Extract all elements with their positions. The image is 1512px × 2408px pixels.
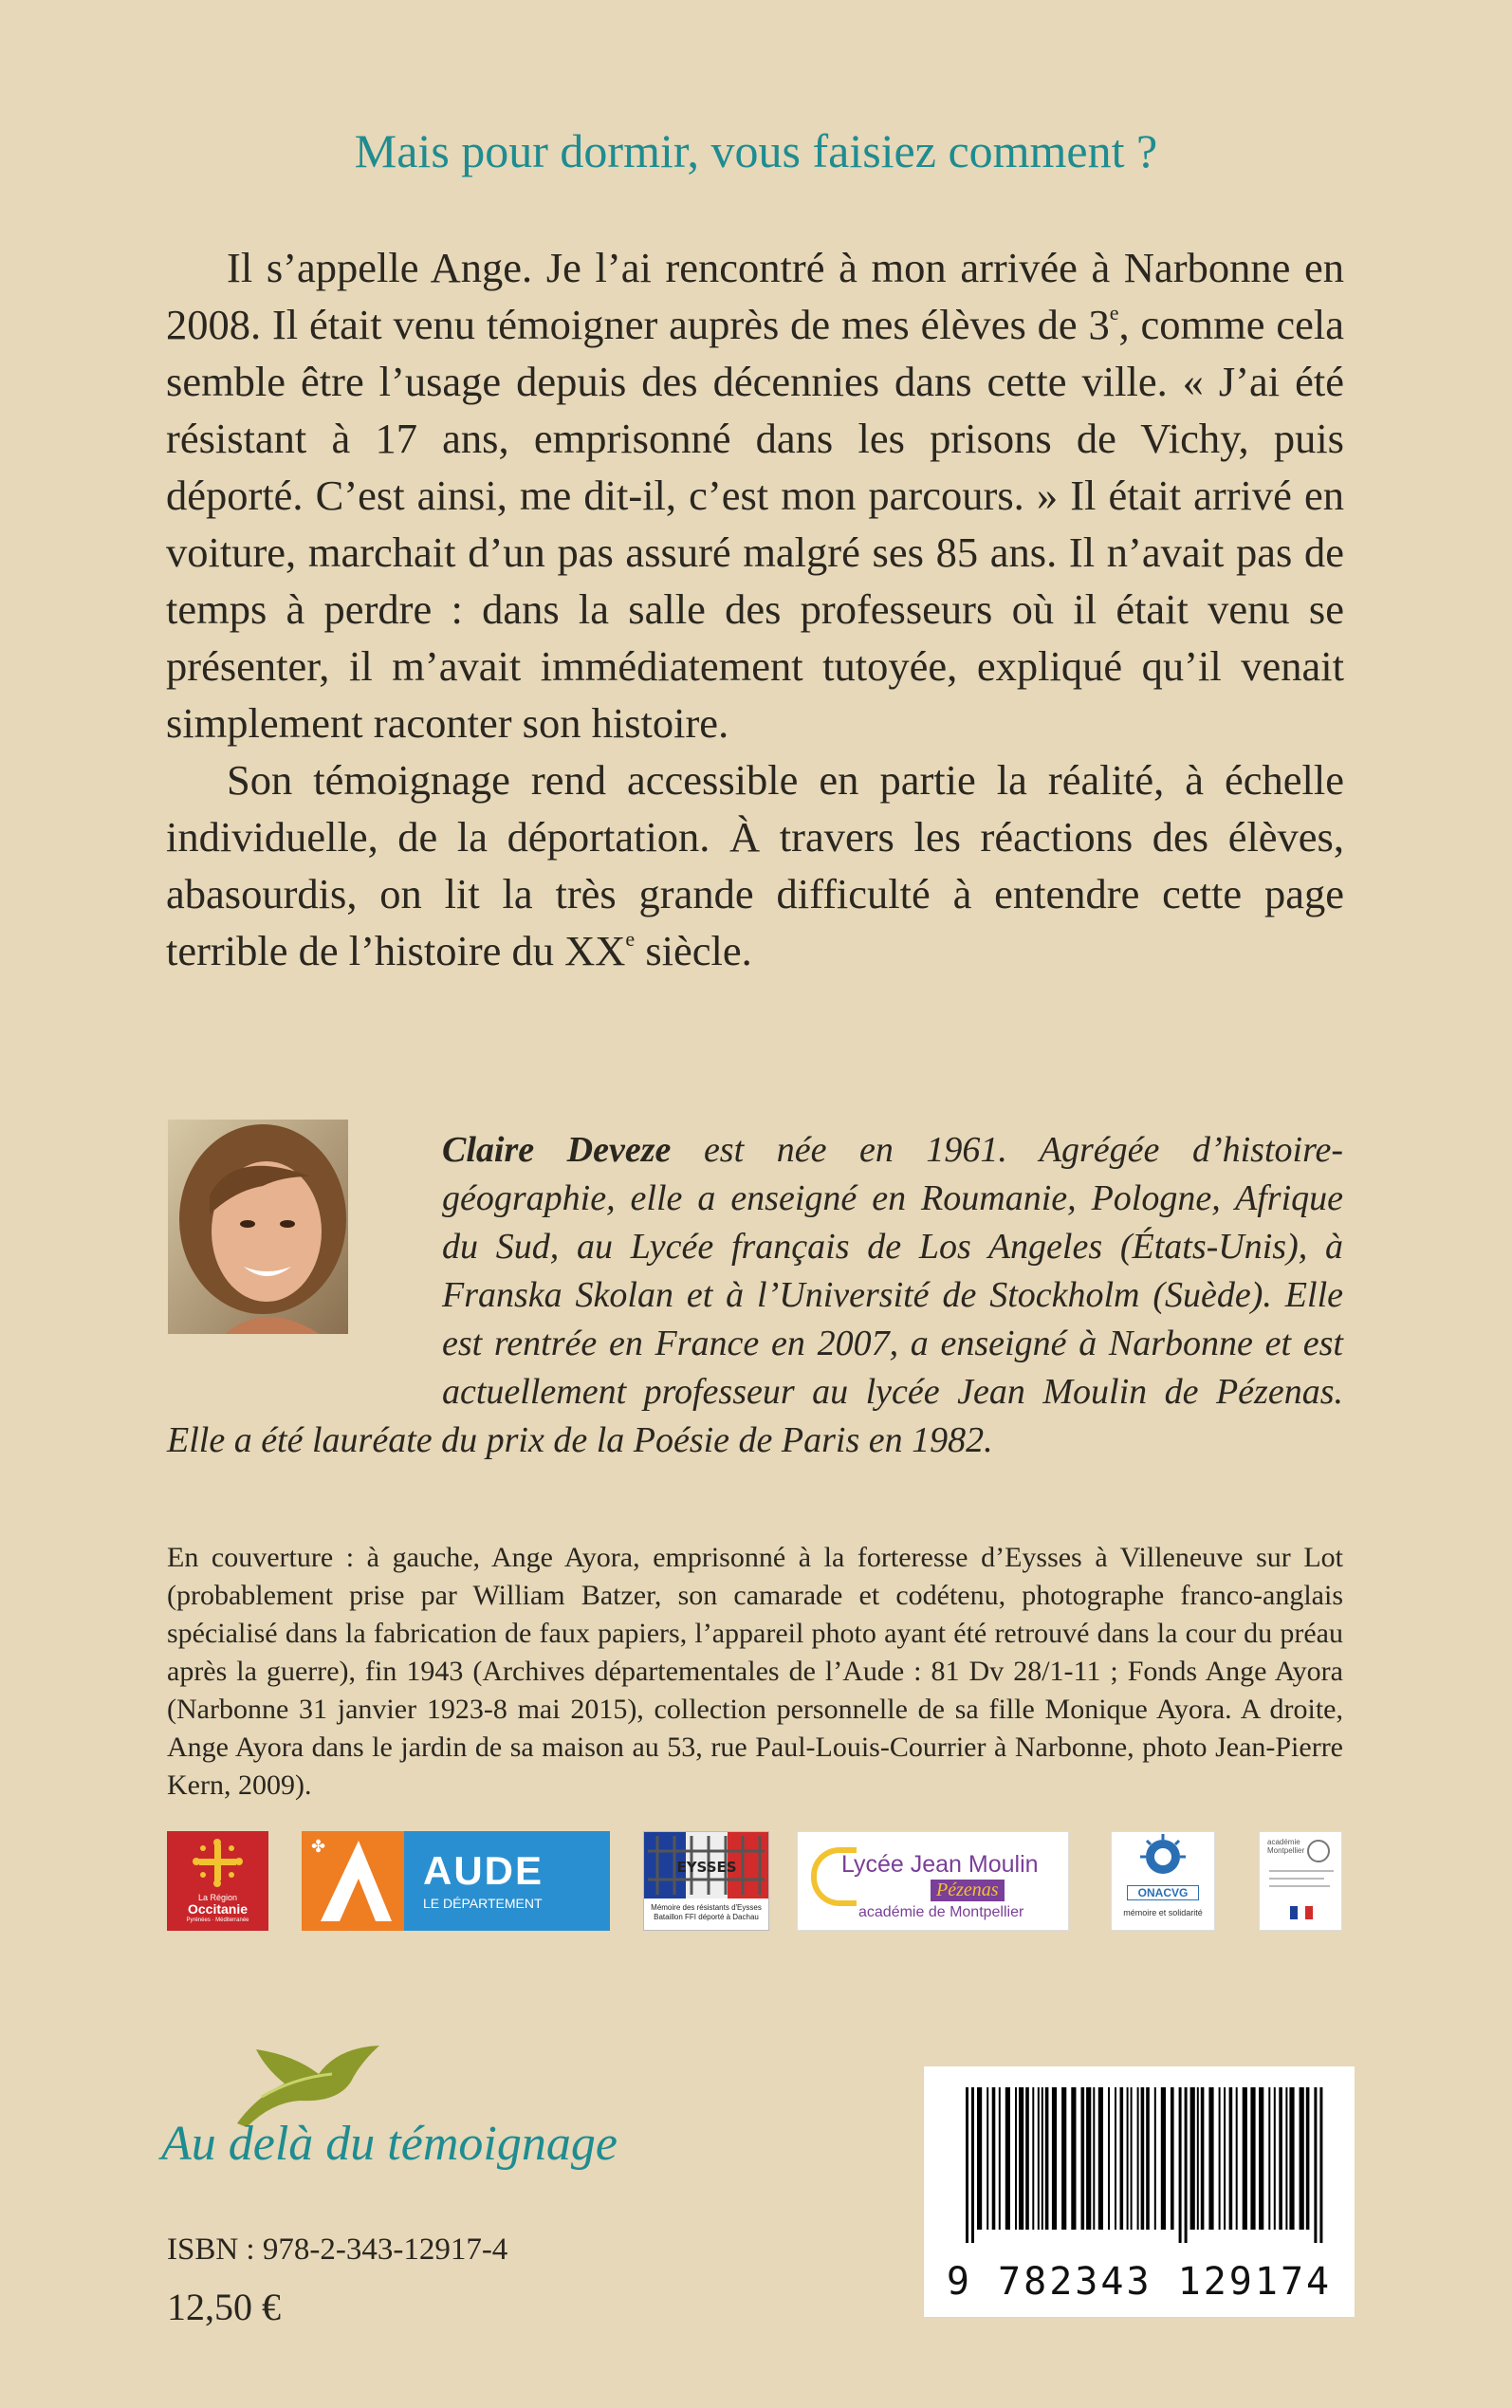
barcode-bar (1274, 2087, 1276, 2230)
barcode-bar (1025, 2087, 1029, 2230)
barcode-bar (1161, 2087, 1166, 2230)
barcode-bar (1229, 2087, 1233, 2230)
barcode-bar (1236, 2087, 1238, 2230)
barcode-bar (1098, 2087, 1103, 2230)
barcode-bar (1115, 2087, 1116, 2230)
barcode-bar (1131, 2087, 1133, 2230)
aude-logo: ✤ AUDE LE DÉPARTEMENT (302, 1831, 610, 1931)
barcode-bar (971, 2087, 974, 2243)
barcode-bar (999, 2087, 1001, 2230)
partner-logos (0, 1831, 1512, 1936)
barcode-bar (1137, 2087, 1139, 2230)
eysses-logo: EYSSES Mémoire des résistants d'Eysses Bataillon FFI déporté à Dachau (643, 1831, 769, 1931)
barcode-bar (1250, 2087, 1255, 2230)
barcode-bar (1032, 2087, 1034, 2230)
barcode-bar (1219, 2087, 1221, 2230)
svg-text:EYSSES: EYSSES (676, 1859, 737, 1876)
pitch-paragraph-2: Son témoignage rend accessible en partie la réalité, à échelle individuelle, de la déportation. À travers les réactions des élèves, abasourdis, on lit la très grande difficulté à entendre cette page terrible de l’histoire du XXe siècle. (166, 756, 1344, 974)
barcode-bar (1279, 2087, 1282, 2230)
barcode-bar (1289, 2087, 1294, 2230)
barcode-bar (1201, 2087, 1205, 2230)
barcode-bar (1259, 2087, 1263, 2230)
barcode-bar (986, 2087, 988, 2230)
barcode-bar (1208, 2087, 1213, 2230)
barcode-bar (1319, 2087, 1322, 2243)
barcode-bar (1042, 2087, 1043, 2230)
academie-montpellier-logo: académie Montpellier (1259, 1831, 1342, 1931)
barcode-bar (1190, 2087, 1195, 2230)
barcode-bar (1015, 2087, 1017, 2230)
barcode-bar (1019, 2087, 1023, 2230)
back-cover-pitch (166, 239, 1344, 979)
barcode-bar (1224, 2087, 1226, 2230)
barcode-bar (1086, 2087, 1091, 2230)
barcode-bar (966, 2087, 968, 2243)
barcode-bar (1093, 2087, 1095, 2230)
isbn: ISBN : 978-2-343-12917-4 (167, 2232, 508, 2267)
collection-name: Au delà du témoignage (161, 2117, 618, 2171)
barcode-bar (1185, 2087, 1188, 2243)
barcode-bar (1146, 2087, 1150, 2230)
author-biography (167, 1126, 1343, 1465)
author-name: Claire Deveze (442, 1130, 672, 1170)
barcode-bar (1300, 2087, 1304, 2230)
svg-text:✤: ✤ (311, 1837, 326, 1857)
price: 12,50 € (167, 2286, 281, 2328)
lycee-jean-moulin-logo: Lycée Jean Moulin Pézenas académie de Montpellier (797, 1831, 1069, 1931)
barcode-bar (1081, 2087, 1085, 2230)
barcode-bar (977, 2087, 982, 2230)
onacvg-logo: ONACVG mémoire et solidarité (1111, 1831, 1215, 1931)
barcode-bar (1179, 2087, 1182, 2243)
barcode-bar (1061, 2087, 1066, 2230)
barcode-bar (1038, 2087, 1040, 2230)
barcode-number: 9 782343 129174 (946, 2260, 1333, 2304)
barcode-bar (1045, 2087, 1049, 2230)
pitch-paragraph-1: Il s’appelle Ange. Je l’ai rencontré à mon arrivée à Narbonne en 2008. Il était venu témoigner auprès de mes élèves de 3e, comme cela semble être l’usage depuis des décennies dans cette ville. « J’ai été résistant à 17 ans, emprisonné dans les prisons de Vichy, puis déporté. C’est ainsi, me dit-il, c’est mon parcours. » Il était arrivé en voiture, marchait d’un pas assuré malgré ses 85 ans. Il n’avait pas de temps à perdre : dans la salle des professeurs où il était venu se présenter, il m’avait immédiatement tutoyée, expliqué qu’il venait simplement raconter son histoire. (166, 244, 1344, 747)
barcode-bar (1314, 2087, 1317, 2243)
barcode-bar (1171, 2087, 1174, 2230)
barcode-bar (1005, 2087, 1010, 2230)
barcode-bar (1154, 2087, 1156, 2230)
barcode-bar (1071, 2087, 1076, 2230)
barcode-bar (1268, 2087, 1270, 2230)
barcode-bar (1285, 2087, 1287, 2230)
author-bio-text: est née en 1961. Agrégée d’histoire-géographie, elle a enseigné en Roumanie, Pologne, Afrique du Sud, au Lycée français de Los Angeles (États-Unis), à Franska Skolan et à l’Université de Stockholm (Suède). Elle est rentrée en France en 2007, a enseigné à Narbonne et est actuellement professeur au lycée Jean Moulin de Pézenas. Elle a été lauréate du prix de la Poésie de Paris en 1982. (167, 1130, 1343, 1460)
barcode-bar (992, 2087, 996, 2230)
barcode-bar (1306, 2087, 1310, 2230)
barcode-bar (1127, 2087, 1129, 2230)
barcode-bar (1108, 2087, 1110, 2230)
barcode-bar (1243, 2087, 1247, 2230)
occitanie-logo: La Région Occitanie Pyrénées · Méditerranée (167, 1831, 268, 1931)
barcode-bar (1197, 2087, 1199, 2230)
barcode-bar (1120, 2087, 1124, 2230)
back-cover-title: Mais pour dormir, vous faisiez comment ? (354, 124, 1158, 177)
barcode-bar (1052, 2087, 1057, 2230)
cover-photo-credit: En couverture : à gauche, Ange Ayora, emprisonné à la forteresse d’Eysses à Villeneuve sur Lot (probablement prise par William Batzer, son camarade et codétenu, photographe franco-anglais spécialisé dans la fabrication de faux papiers, l’appareil photo ayant été retrouvé dans la cour du préau après la guerre), fin 1943 (Archives départementales de l’Aude : 81 Dv 28/1-11 ; Fonds Ange Ayora (Narbonne 31 janvier 1923-8 mai 2015), collection personnelle de sa fille Monique Ayora. A droite, Ange Ayora dans le jardin de sa maison au 53, rue Paul-Louis-Courrier à Narbonne, photo Jean-Pierre Kern, 2009). (167, 1542, 1343, 1801)
barcode-bar (1141, 2087, 1145, 2230)
barcode (924, 2066, 1355, 2317)
